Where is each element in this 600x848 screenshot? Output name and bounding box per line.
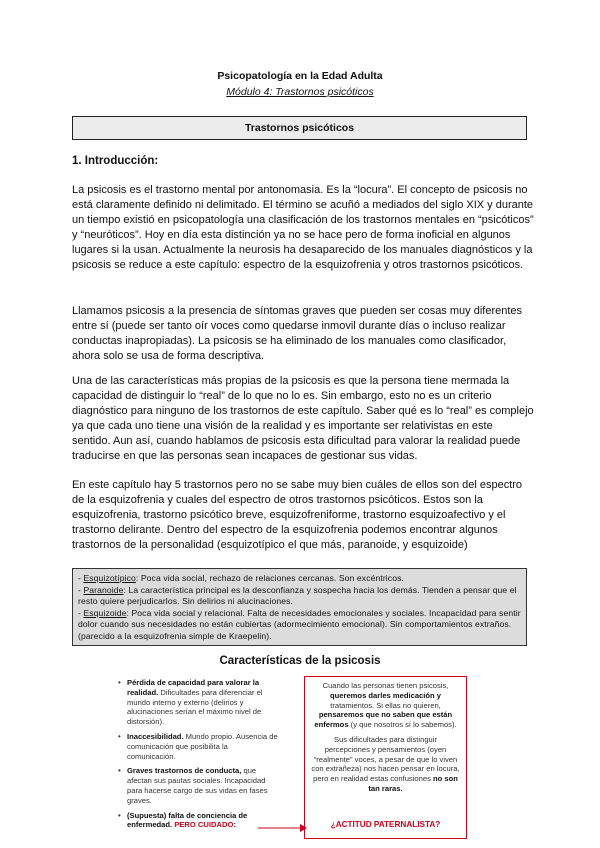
intro-heading: 1. Introducción: <box>72 155 159 167</box>
arrow-right-icon <box>258 822 308 834</box>
paragraph: Llamamos psicosis a la presencia de síntomas graves que pueden ser cosas muy diferentes entre sí (puede ser tanto oír voces como quedarse inmovil durante días o incluso realizar conductas inapropiadas). La psicosis se ha eliminado de los manuales como clasificador, ahora solo se usa de forma descriptiva. <box>72 305 523 362</box>
paragraph: Una de las características más propias de la psicosis es que la persona tiene mermada la capacidad de distinguir lo “real” de lo que no lo es. Sin embargo, esto no es un criterio diagnóstico para ninguno de los trastornos de este capítulo. Saber qué es lo “real” es complejo ya que cada uno tiene una visión de la realidad y es importante ser relativistas en este sentido. Aun así, cuando hablamos de psicosis esta dificultad para valorar la realidad puede traducirse en que las personas sean incapaces de gestionar sus vidas. <box>72 375 534 462</box>
characteristics-title: Características de la psicosis <box>219 655 381 667</box>
personality-disorders-box <box>72 568 527 646</box>
list-item: • Graves trastornos de conducta, que afectan sus pautas sociales. Incapacidad para hacerse cargo de sus vidas en fases graves. <box>118 766 278 805</box>
list-item: • Pérdida de capacidad para valorar la realidad. Dificultades para diferenciar el mundo interno y externo (delirios y alucinaciones serían el máximo nivel de distorsión). <box>118 678 278 727</box>
note-paragraph: Cuando las personas tienen psicosis, queremos darles medicación y tratamientos. Si ellas no quieren, pensaremos que no saben que están enfermos (y que nosotros sí lo sabemos). <box>314 681 457 730</box>
definition-item: - Esquizoide: Poca vida social y relacional. Falta de necesidades emocionales y sociales. Incapacidad para sentir dolor cuando sus necesidades no están cubiertas (adormecimiento emocional). Sin comportamientos extraños. (parecido a la esquizofrenia simple de Kraepelin). <box>78 607 521 641</box>
document-subtitle: Módulo 4: Trastornos psicóticos <box>226 86 374 98</box>
definition-item: - Esquizotípico: Poca vida social, rechazo de relaciones cercanas. Son excéntricos. <box>78 573 404 583</box>
list-item: • (Supuesta) falta de conciencia de enfermedad. PERO CUIDADO: <box>118 811 278 831</box>
characteristics-list <box>118 678 278 835</box>
note-paragraph: Sus dificultades para distinguir percepciones y pensamientos (oyen “realmente” voces, a pesar de que lo viven con extrañeza) nos hacen pensar en locura, pero en realidad estas confusiones no son tan raras. <box>311 734 460 793</box>
definition-item: - Paranoide: La característica principal es la desconfianza y sospecha hacia los demás. Tienden a pensar que el resto quiere perjudicarlos. Sin delirios ni alucinaciones. <box>78 584 517 607</box>
paternalism-question: ¿ACTITUD PATERNALISTA? <box>330 820 441 830</box>
document-title: Psicopatología en la Edad Adulta <box>217 70 383 82</box>
warning-text: PERO CUIDADO: <box>174 820 236 830</box>
definition-term: Esquizoide <box>83 607 127 618</box>
section-title: Trastornos psicóticos <box>244 122 355 134</box>
paragraph: La psicosis es el trastorno mental por antonomasia. Es la “locura”. El concepto de psicosis no está claramente definido ni delimitado. El término se acuñó a mediados del siglo XIX y durante un tiempo existió en psicopatología una clasificación de los trastornos mentales en “psicóticos” y “neuróticos”. Hoy en día esta distinción ya no se hace pero de forma inoficial en algunos lugares si la usan. Actualmente la neurosis ha desaparecido de los manuales diagnósticos y la psicosis se reduce a este capítulo: espectro de la esquizofrenia y otros trastornos psicóticos. <box>72 184 534 271</box>
paragraph: En este capítulo hay 5 trastornos pero no se sabe muy bien cuáles de ellos son del espectro de la esquizofrenia y cuales del espectro de otros trastornos psicóticos. Estos son la esquizofrenia, trastorno psicótico breve, esquizofreniforme, trastorno esquizoafectivo y el trastorno delirante. Dentro del espectro de la esquizofrenia podemos encontrar algunos trastornos de la personalidad (esquizotípico el que más, paranoide, y esquizoide) <box>72 479 523 551</box>
list-item: • Inaccesibilidad. Mundo propio. Ausencia de comunicación que posibilita la comunicación. <box>118 732 278 761</box>
paternalism-note-box <box>304 676 467 839</box>
definition-term: Paranoide <box>83 584 124 595</box>
section-title-box <box>72 116 527 140</box>
definition-term: Esquizotípico <box>83 573 136 583</box>
